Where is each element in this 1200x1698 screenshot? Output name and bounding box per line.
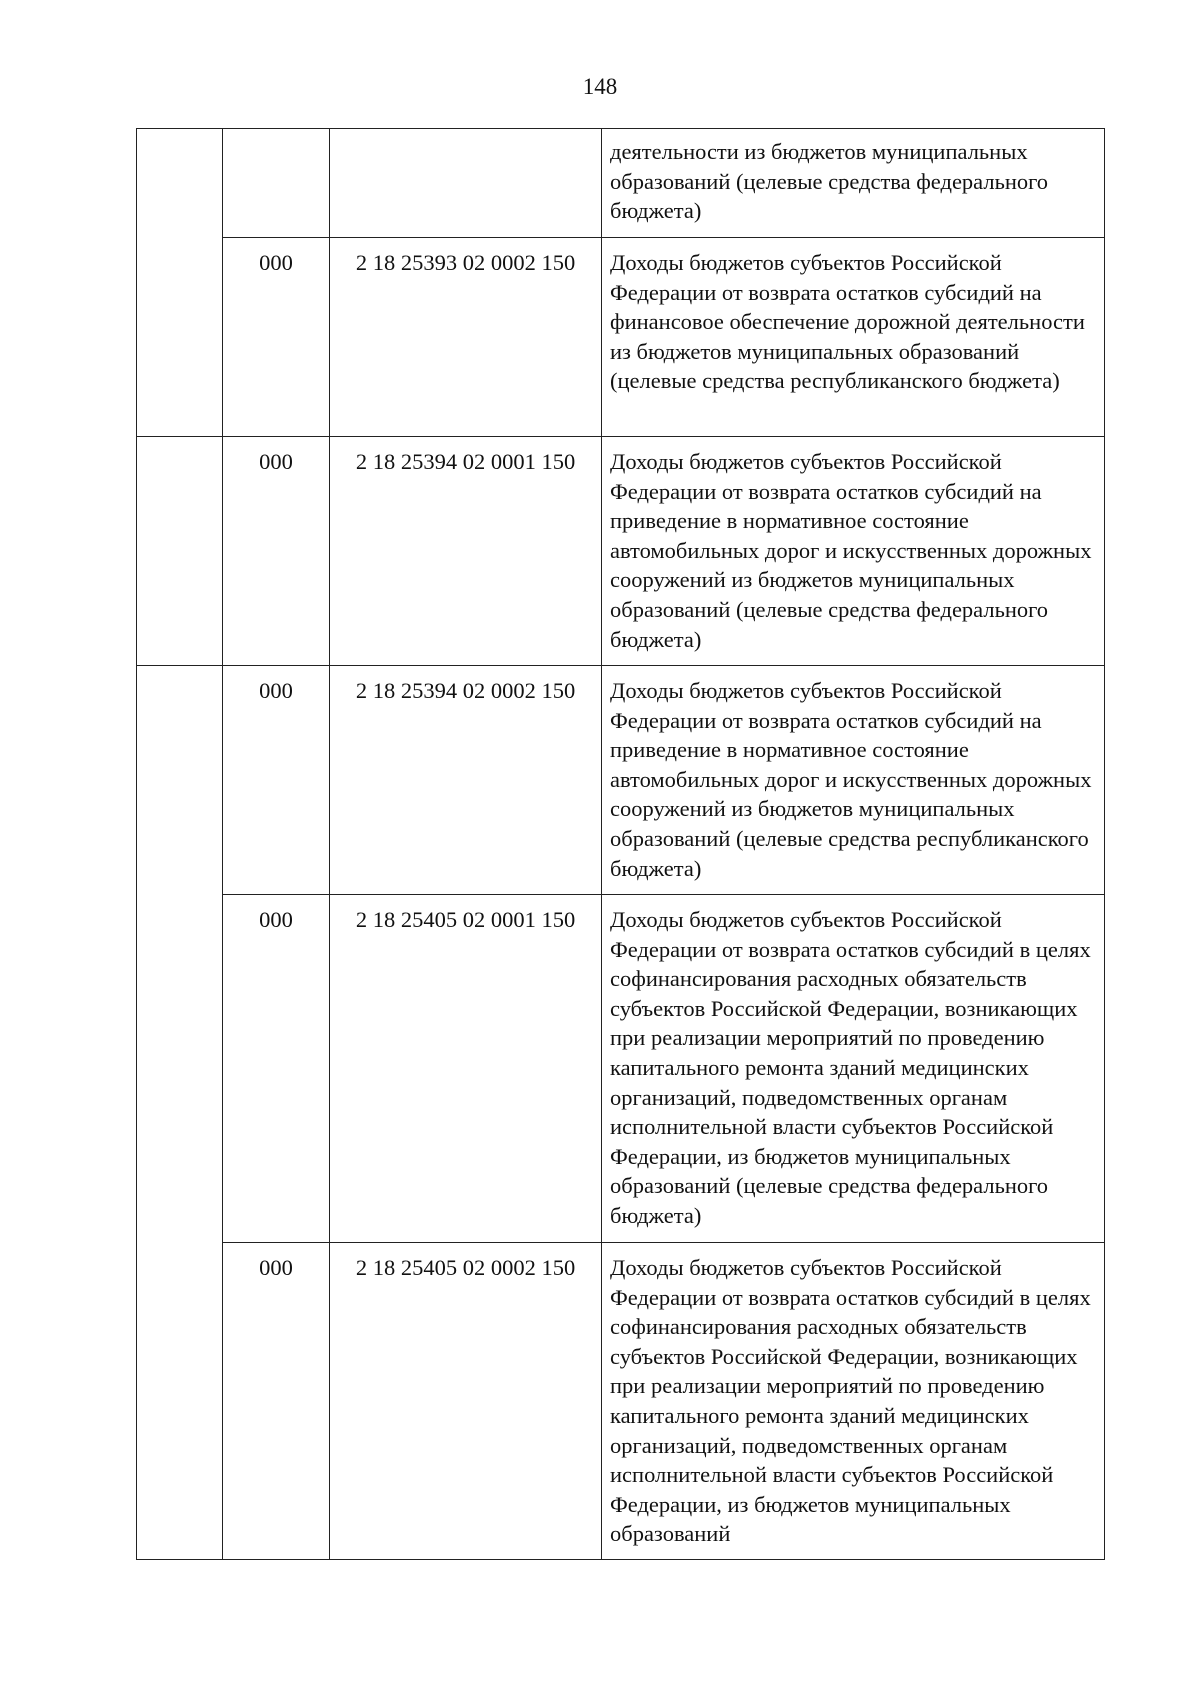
- revenue-codes-table: [136, 128, 1105, 1560]
- admin-code-cell: 000: [223, 238, 330, 437]
- description-cell: Доходы бюджетов субъектов Российской Федерации от возврата остатков субсидий на приведение в нормативное состояние автомобильных дорог и искусственных дорожных сооружений из бюджетов муниципальных образований (целевые средства республиканского бюджета): [602, 666, 1105, 895]
- description-cell: деятельности из бюджетов муниципальных образований (целевые средства федерального бюджета): [602, 129, 1105, 238]
- admin-code-cell: 000: [223, 1243, 330, 1560]
- group-cell: [137, 666, 223, 1560]
- page-number: 148: [582, 74, 618, 99]
- kbk-code-cell: 2 18 25394 02 0002 150: [330, 666, 602, 895]
- description-cell: Доходы бюджетов субъектов Российской Федерации от возврата остатков субсидий в целях софинансирования расходных обязательств субъектов Российской Федерации, возникающих при реализации мероприятий по проведению капитального ремонта зданий медицинских организаций, подведомственных органам исполнительной власти субъектов Российской Федерации, из бюджетов муниципальных образований (целевые средства федерального бюджета): [602, 895, 1105, 1243]
- table-row: [137, 238, 1105, 437]
- description-cell: Доходы бюджетов субъектов Российской Федерации от возврата остатков субсидий на финансовое обеспечение дорожной деятельности из бюджетов муниципальных образований (целевые средства республиканского бюджета): [602, 238, 1105, 437]
- kbk-code-cell: 2 18 25393 02 0002 150: [330, 238, 602, 437]
- table-row: [137, 1243, 1105, 1560]
- description-cell: Доходы бюджетов субъектов Российской Федерации от возврата остатков субсидий в целях софинансирования расходных обязательств субъектов Российской Федерации, возникающих при реализации мероприятий по проведению капитального ремонта зданий медицинских организаций, подведомственных органам исполнительной власти субъектов Российской Федерации, из бюджетов муниципальных образований: [602, 1243, 1105, 1560]
- description-cell: Доходы бюджетов субъектов Российской Федерации от возврата остатков субсидий на приведение в нормативное состояние автомобильных дорог и искусственных дорожных сооружений из бюджетов муниципальных образований (целевые средства федерального бюджета): [602, 437, 1105, 666]
- group-cell: [137, 129, 223, 437]
- group-cell: [137, 437, 223, 666]
- table-row: [137, 666, 1105, 895]
- admin-code-cell: 000: [223, 437, 330, 666]
- admin-code-cell: 000: [223, 666, 330, 895]
- table-row: [137, 437, 1105, 666]
- kbk-code-cell: 2 18 25405 02 0001 150: [330, 895, 602, 1243]
- admin-code-cell: [223, 129, 330, 238]
- kbk-code-cell: 2 18 25394 02 0001 150: [330, 437, 602, 666]
- table-row: [137, 895, 1105, 1243]
- table-row: [137, 129, 1105, 238]
- admin-code-cell: 000: [223, 895, 330, 1243]
- kbk-code-cell: 2 18 25405 02 0002 150: [330, 1243, 602, 1560]
- kbk-code-cell: [330, 129, 602, 238]
